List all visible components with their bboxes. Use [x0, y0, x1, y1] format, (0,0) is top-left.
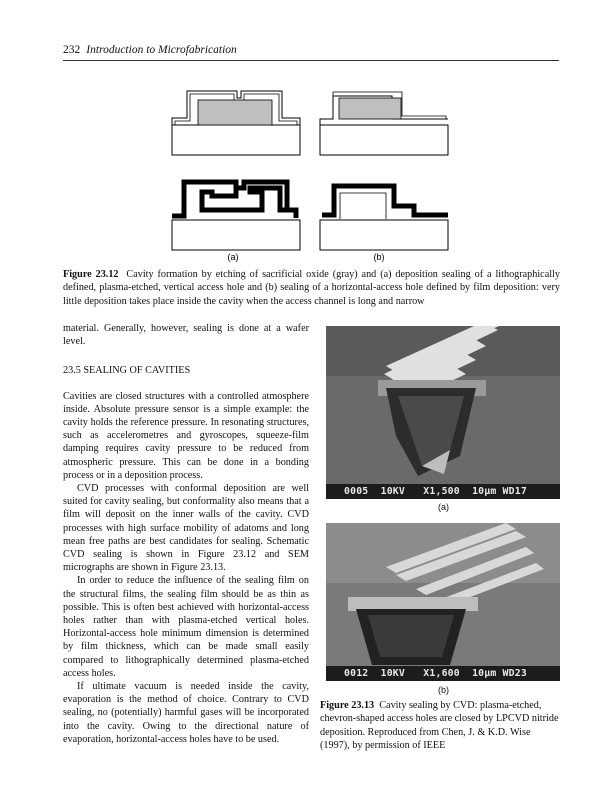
- figure-23-12-caption: [63, 268, 560, 308]
- oxide-a-top: [198, 100, 272, 125]
- substrate-a-bottom: [172, 220, 300, 250]
- sem-micrograph-b: [326, 523, 560, 681]
- page-number: 232: [63, 44, 81, 56]
- sem-a-image: [326, 326, 560, 499]
- figure-23-13-label: Figure 23.13: [320, 700, 375, 711]
- running-title: Introduction to Microfabrication: [86, 44, 237, 56]
- section-heading: 23.5 SEALING OF CAVITIES: [63, 365, 191, 377]
- substrate-a-top: [172, 125, 300, 155]
- fig13-sub-label-b: (b): [438, 685, 449, 695]
- paragraph-2: CVD processes with conformal deposition are well suited for cavity sealing, but conformality also means that a film will deposit on the inner walls of the cavity. CVD processes with high surface mobility of adatoms and long mean free paths are best candidates for sealing. Schematic CVD sealing is shown in Figure 23.12 and SEM micrographs are shown in Figure 23.13.: [63, 483, 309, 574]
- sem-b-databar: 0012 10KV X1,600 10µm WD23: [344, 668, 527, 679]
- paragraph-1: Cavities are closed structures with a controlled atmosphere inside. Absolute pressure sensor is a simple example: the cavity holds the reference pressure. In resonating structures, such as accelerometres and gyroscopes, squeeze-film damping requires cavity pressure to be reduced from atmospheric pressure. This can be done in a bonding process or in a deposition process.: [63, 390, 309, 481]
- sem-micrograph-a: [326, 326, 560, 499]
- figure-23-12-drawing: [150, 82, 470, 262]
- oxide-b-top: [339, 98, 401, 119]
- sem-b-image: [326, 523, 560, 681]
- figure-23-13-caption-text: Cavity sealing by CVD: plasma-etched, chevron-shaped access holes are closed by LPCVD nitride deposition. Reproduced from Chen, J. & K.D. Wise (1997), by permission of IEEE: [320, 700, 559, 751]
- sem-a-databar: 0005 10KV X1,500 10µm WD17: [344, 486, 527, 497]
- figure-23-12-caption-text: Cavity formation by etching of sacrificial oxide (gray) and (a) deposition sealing of a lithographically defined, plasma-etched, vertical access hole and (b) sealing of a horizontal-access hole defined by film deposition: very little deposition takes place inside the cavity when the access channel is long and narrow: [63, 269, 560, 307]
- figure-23-12-label: Figure 23.12: [63, 269, 119, 280]
- running-header: [63, 44, 559, 61]
- figure-23-13-caption: [320, 699, 560, 752]
- substrate-b-bottom: [320, 220, 448, 250]
- substrate-b-top: [320, 125, 448, 155]
- seal-film-b: [322, 186, 448, 215]
- fig13-sub-label-a: (a): [438, 502, 449, 512]
- body-text-column: [63, 322, 309, 746]
- fig12-sub-label-a: (a): [227, 252, 239, 262]
- paragraph-continued: material. Generally, however, sealing is done at a wafer level.: [63, 323, 309, 348]
- fig12-sub-label-b: (b): [373, 252, 385, 262]
- figure-23-12: [150, 82, 470, 262]
- paragraph-4: If ultimate vacuum is needed inside the cavity, evaporation is the method of choice. Contrary to CVD sealing, no (potentially) harmful gases will be incorporated into the cavity. Owing to the directional nature of evaporation, horizontal-access holes have to be used.: [63, 681, 309, 745]
- paragraph-3: In order to reduce the influence of the sealing film on the structural films, the sealing film should be as thin as possible. This is often best achieved with horizontal-access holes rather than with plasma-etched vertical holes. Horizontal-access hole minimum dimension is determined by film thickness, which can be made small easily compared to lithographically determined plasma-etched access holes.: [63, 575, 309, 679]
